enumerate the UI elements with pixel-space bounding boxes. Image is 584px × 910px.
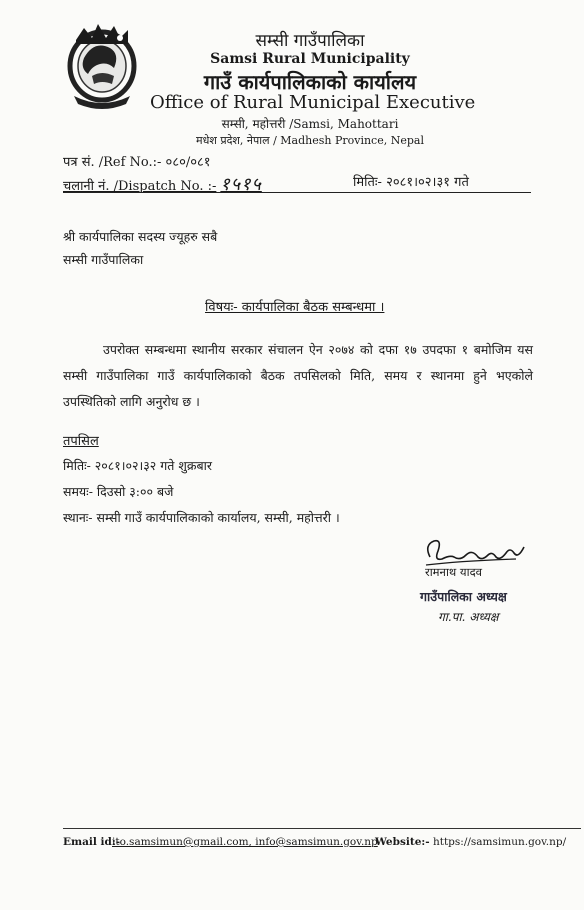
letter-date: मितिः- २०८१।०२।३१ गते — [353, 175, 469, 190]
office-name-english: Office of Rural Municipal Executive — [150, 92, 476, 113]
footer-website-link[interactable]: https://samsimun.gov.np/ — [432, 836, 567, 848]
municipality-name-nepali: सम्सी गाउँपालिका — [255, 31, 365, 51]
schedule-date: मितिः- २०८१।०२।३२ गते शुक्रबार — [63, 458, 212, 473]
footer-email-link[interactable]: ito.samsimun@gmail.com, info@samsimun.gov.np — [112, 836, 378, 848]
recipient-line-2: सम्सी गाउँपालिका — [63, 252, 144, 267]
footer-email-label: Email id:- — [63, 836, 121, 848]
municipality-name-english: Samsi Rural Municipality — [210, 51, 410, 67]
dispatch-row — [63, 172, 533, 194]
dispatch-underline — [63, 192, 531, 193]
body-paragraph: उपरोक्त सम्बन्धमा स्थानीय सरकार संचालन ऐन २०७४ को दफा १७ उपदफा १ बमोजिम यस सम्सी गाउँपालिका गाउँ कार्यपालिकाको बैठक तपसिलको मिति, समय र स्थानमा हुने भएकोले उपस्थितिको लागि अनुरोध छ । — [63, 342, 533, 409]
address-line-2: मधेश प्रदेश, नेपाल / Madhesh Province, Nepal — [196, 134, 424, 147]
dispatch-number: १५१५ — [220, 174, 262, 195]
schedule-place: स्थानः- सम्सी गाउँ कार्यपालिकाको कार्यालय, सम्सी, महोत्तरी । — [63, 510, 340, 525]
schedule-time: समयः- दिउसो ३:०० बजे — [63, 484, 174, 499]
office-name-nepali: गाउँ कार्यपालिकाको कार्यालय — [203, 70, 417, 94]
dispatch-label: चलानी नं. /Dispatch No. :- — [63, 179, 217, 194]
footer-website-label: Website:- — [375, 836, 430, 848]
nepal-emblem-logo — [62, 18, 142, 110]
recipient-line-1: श्री कार्यपालिका सदस्य ज्यूहरु सबै — [63, 229, 218, 244]
schedule-heading: तपसिल — [63, 434, 99, 449]
subject-line: विषयः- कार्यपालिका बैठक सम्बन्धमा । — [205, 300, 385, 315]
official-stamp: गाउँपालिका अध्यक्ष — [420, 589, 507, 604]
reference-number: पत्र सं. /Ref No.:- ०८०/०८१ — [63, 155, 211, 170]
address-line-1: सम्सी, महोत्तरी /Samsi, Mahottari — [221, 117, 399, 131]
signatory-name: रामनाथ यादव — [425, 565, 483, 579]
footer-divider — [63, 828, 581, 829]
signatory-title: गा.पा. अध्यक्ष — [438, 610, 499, 624]
footer-website — [375, 836, 566, 848]
